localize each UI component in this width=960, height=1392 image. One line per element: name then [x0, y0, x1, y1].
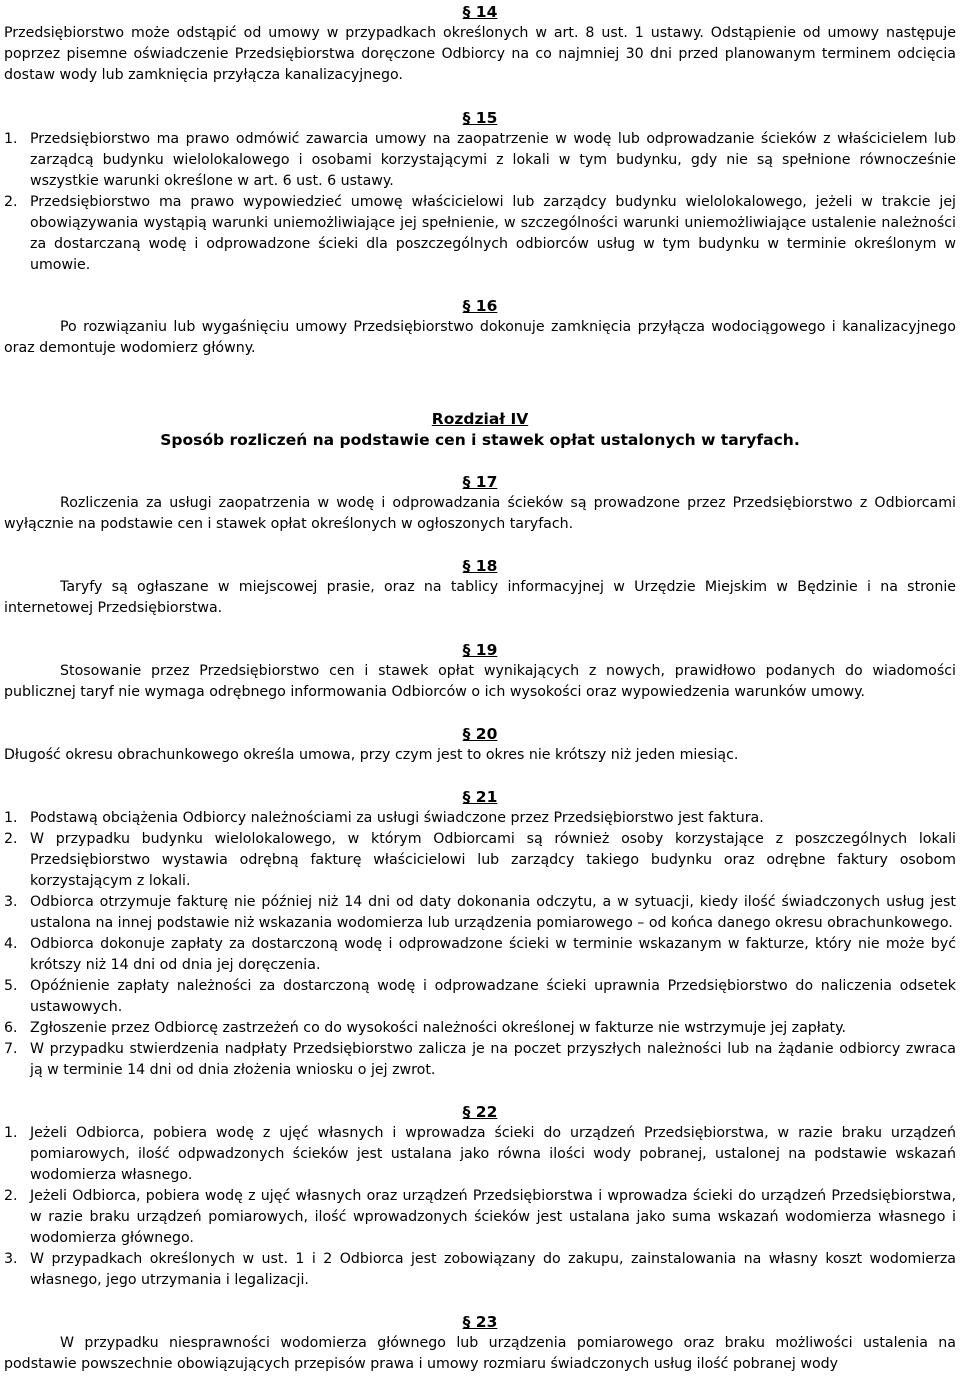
list-item: 3. W przypadkach określonych w ust. 1 i 2 Odbiorca jest zobowiązany do zakupu, zainstalowania na własny koszt wodomierza własnego, jego utrzymania i legalizacji.: [4, 1251, 956, 1288]
list-item: 2. Jeżeli Odbiorca, pobiera wodę z ujęć własnych oraz urządzeń Przedsiębiorstwa i wprowadza ścieki do urządzeń Przedsiębiorstwa, w razie braku urządzeń pomiarowych, ilość wprowadzonych ścieków jest ustalana jako suma wskazań wodomierza własnego i wodomierza głównego.: [4, 1188, 956, 1246]
list-item: 1. Przedsiębiorstwo ma prawo odmówić zawarcia umowy na zaopatrzenie w wodę lub odprowadzanie ścieków z właścicielem lub zarządcą budynku wielolokalowego i osobami korzystającymi z lokali w tym budynku, gdy nie są spełnione równocześnie wszystkie warunki określone w art. 6 ust. 6 ustawy.: [4, 131, 956, 189]
section-20-heading: § 20: [462, 725, 498, 743]
chapter-subtitle: Sposób rozliczeń na podstawie cen i stawek opłat ustalonych w taryfach.: [160, 431, 800, 449]
list-item: 2. Przedsiębiorstwo ma prawo wypowiedzieć umowę właścicielowi lub zarządcy budynku wielolokalowego, jeżeli w trakcie jej obowiązywania wystąpią warunki uniemożliwiające jej spełnienie, w szczególności warunki uniemożliwiające ustalenie należności za dostarczaną wodę i odprowadzone ścieki dla poszczególnych odbiorców usług w tym budynku w terminie określonym w umowie.: [4, 194, 956, 273]
section-22-list: [4, 1123, 956, 1291]
list-item: 3. Odbiorca otrzymuje fakturę nie później niż 14 dni od daty dokonania odczytu, a w sytuacji, kiedy ilość świadczonych usług jest ustalona na innej podstawie niż wskazania wodomierza lub urządzenia pomiarowego – od końca danego okresu obrachunkowego.: [4, 894, 956, 931]
list-item: 6. Zgłoszenie przez Odbiorcę zastrzeżeń co do wysokości należności określonej w fakturze nie wstrzymuje jej zapłaty.: [4, 1020, 846, 1036]
section-19-heading: § 19: [462, 641, 498, 659]
list-item: 4. Odbiorca dokonuje zapłaty za dostarczoną wodę i odprowadzone ścieki w terminie wskazanym w fakturze, który nie może być krótszy niż 14 dni od dnia jej doręczenia.: [4, 936, 956, 973]
section-23-heading: § 23: [462, 1313, 498, 1331]
section-21-heading: § 21: [462, 788, 498, 806]
chapter-title: Rozdział IV: [431, 410, 529, 428]
section-22-heading: § 22: [462, 1103, 498, 1121]
list-item: 5. Opóźnienie zapłaty należności za dostarczoną wodę i odprowadzane ścieki uprawnia Przedsiębiorstwo do naliczenia odsetek ustawowych.: [4, 978, 956, 1015]
section-18-heading: § 18: [462, 557, 498, 575]
list-item: 1. Jeżeli Odbiorca, pobiera wodę z ujęć własnych i wprowadza ścieki do urządzeń Przedsiębiorstwa, w razie braku urządzeń pomiarowych, ilość odpwadzonych ścieków jest ustalana jako równa ilości wody pobranej, ustalonej na podstawie wskazań wodomierza własnego.: [4, 1125, 956, 1183]
section-20-text: Długość okresu obrachunkowego określa umowa, przy czym jest to okres nie krótszy niż jeden miesiąc.: [4, 747, 739, 763]
list-item: 1. Podstawą obciążenia Odbiorcy należnościami za usługi świadczone przez Przedsiębiorstwo jest faktura.: [4, 810, 764, 826]
section-15-list: [4, 129, 956, 276]
section-19-text: Stosowanie przez Przedsiębiorstwo cen i stawek opłat wynikających z nowych, prawidłowo podanych do wiadomości publicznej taryf nie wymaga odrębnego informowania Odbiorców o ich wysokości oraz wypowiedzenia warunków umowy.: [4, 663, 956, 700]
section-17-text: Rozliczenia za usługi zaopatrzenia w wodę i odprowadzania ścieków są prowadzone przez Przedsiębiorstwo z Odbiorcami wyłącznie na podstawie cen i stawek opłat określonych w ogłoszonych taryfach.: [4, 495, 956, 532]
section-21-list: [4, 808, 956, 1081]
section-16-text: Po rozwiązaniu lub wygaśnięciu umowy Przedsiębiorstwo dokonuje zamknięcia przyłącza wodociągowego i kanalizacyjnego oraz demontuje wodomierz główny.: [4, 319, 956, 356]
section-14-heading: § 14: [462, 3, 498, 21]
list-item: 7. W przypadku stwierdzenia nadpłaty Przedsiębiorstwo zalicza je na poczet przyszłych należności lub na żądanie odbiorcy zwraca ją w terminie 14 dni od dnia złożenia wniosku o jej zwrot.: [4, 1041, 956, 1078]
section-23-text: W przypadku niesprawności wodomierza głównego lub urządzenia pomiarowego oraz braku możliwości ustalenia na podstawie powszechnie obowiązujących przepisów prawa i umowy rozmiaru świadczonych usług ilość pobranej wody: [4, 1335, 956, 1372]
section-17-heading: § 17: [462, 473, 498, 491]
section-16-heading: § 16: [462, 297, 498, 315]
section-14-text: Przedsiębiorstwo może odstąpić od umowy w przypadkach określonych w art. 8 ust. 1 ustawy. Odstąpienie od umowy następuje poprzez pisemne oświadczenie Przedsiębiorstwa doręczone Odbiorcy na co najmniej 30 dni przed planowanym terminem odcięcia dostaw wody lub zamknięcia przyłącza kanalizacyjnego.: [4, 25, 956, 83]
list-item: 2. W przypadku budynku wielolokalowego, w którym Odbiorcami są również osoby korzystające z poszczególnych lokali Przedsiębiorstwo wystawia odrębną fakturę właścicielowi lub zarządcy takiego budynku oraz odrębne faktury osobom korzystającym z lokali.: [4, 831, 956, 889]
section-18-text: Taryfy są ogłaszane w miejscowej prasie, oraz na tablicy informacyjnej w Urzędzie Miejskim w Będzinie i na stronie internetowej Przedsiębiorstwa.: [4, 579, 956, 616]
section-15-heading: § 15: [462, 109, 498, 127]
